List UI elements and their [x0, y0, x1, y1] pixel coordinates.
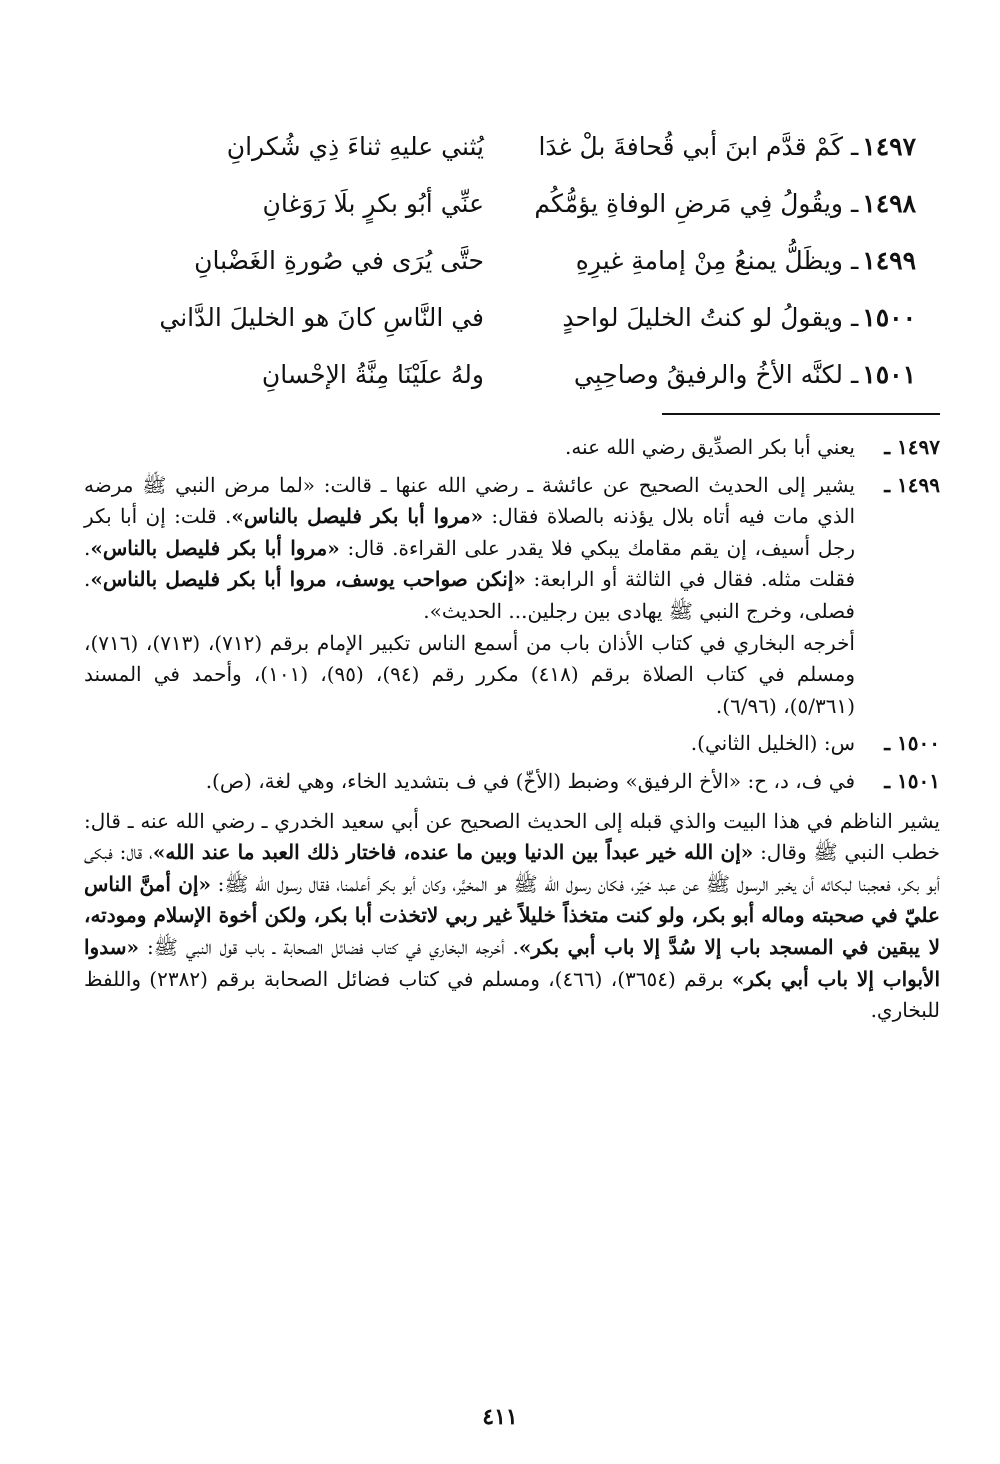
footnote-1501 [84, 766, 940, 798]
text-run: . فقلت مثله. فقال في الثالثة أو الرابعة: [84, 535, 856, 592]
verse-text: ـ ويقُولُ فِي مَرضِ الوفاةِ يؤمُّكُم [534, 188, 859, 218]
text-run: ، قال: فبكى أبو بكر، فعجبنا لبكائه أن يخبر الرسول ﷺ عن عبد خيّر، فكان رسول الله ﷺ هو المخيَّر، وكان أبو بكر أعلمنا، فقال رسول الله ﷺ: [84, 840, 941, 896]
text-run: . أخرجه البخاري في كتاب فضائل الصحابة ـ باب قول النبي ﷺ: [138, 934, 519, 959]
verse-1497 [84, 118, 916, 175]
footnote-1497 [84, 432, 940, 464]
text-run: برقم (٣٦٥٤)، (٤٦٦)، ومسلم في كتاب فضائل الصحابة برقم (٢٣٨٢) واللفظ للبخاري. [84, 966, 940, 1023]
footnote-hadith [84, 470, 855, 628]
verse-first-hemistich [496, 132, 916, 162]
verse-number: ١٤٩٩ [862, 245, 916, 275]
footnote-number: ١٥٠١ ـ [884, 768, 940, 793]
verse-text: ـ كَمْ قدَّم ابنَ أبي قُحافةَ بلْ غدَا [538, 131, 859, 161]
footnote-1500 [84, 728, 940, 760]
verse-1501 [84, 346, 916, 403]
footnote-text: في ف، د، ح: «الأخ الرفيق» وضبط (الأخّ) في ف بتشديد الخاء، وهي لغة، (ص). [205, 768, 855, 793]
text-run: يشير الناظم في هذا البيت والذي قبله إلى الحديث الصحيح عن أبي سعيد الخدري ـ رضي الله عنه ـ قال: خطب النبي ﷺ وقال: [84, 808, 940, 865]
footnote-number: ١٤٩٧ ـ [884, 435, 940, 459]
verse-second-hemistich: حتَّى يُرَى في صُورةِ الغَضْبانِ [194, 245, 484, 275]
verse-second-hemistich: في النَّاسِ كانَ هو الخليلَ الدَّاني [159, 302, 484, 332]
footnote-text [84, 470, 855, 723]
verse-second-hemistich: ولهُ علَيْنَا مِنَّةُ الإحْسانِ [261, 359, 484, 389]
verse-number: ١٤٩٧ [862, 131, 916, 161]
footnotes [84, 432, 940, 1027]
verse-1500 [84, 289, 916, 346]
verse-second-hemistich: يُثني عليهِ ثناءَ ذِي شُكرانِ [226, 131, 484, 161]
verse-second-hemistich: عنِّي أبُو بكرٍ بلَا رَوَغانِ [262, 188, 484, 218]
page-number: ٤١١ [482, 1404, 518, 1430]
footnote-number: ١٥٠٠ ـ [884, 731, 940, 756]
verse-number: ١٥٠٠ [862, 302, 916, 332]
verse-first-hemistich [496, 303, 916, 333]
hadith-quote: «مروا أبا بكر فليصل بالناس» [231, 504, 484, 529]
footnote-text: س: (الخليل الثاني). [690, 731, 855, 756]
verse-number: ١٤٩٨ [862, 188, 916, 218]
verse-1498 [84, 175, 916, 232]
text-run: . فصلى، وخرج النبي ﷺ يهادى بين رجلين... الحديث». [84, 567, 855, 623]
verse-text: ـ لكنَّه الأخُ والرفيقُ وصاحِبِي [573, 359, 859, 389]
footnote-divider [662, 413, 940, 415]
poem-verses [84, 118, 916, 403]
footnote-source: أخرجه البخاري في كتاب الأذان باب من أسمع الناس تكبير الإمام برقم (٧١٢)، (٧١٣)، (٧١٦)، ومسلم في كتاب الصلاة برقم (٤١٨) مكرر رقم (٩٤)، (٩٥)، (١٠١)، وأحمد في المسند (٥/٣٦١)، (٦/٩٦). [84, 630, 855, 718]
hadith-quote: «إنكن صواحب يوسف، مروا أبا بكر فليصل بالناس» [90, 567, 526, 592]
hadith-quote: «إن الله خير عبداً بين الدنيا وبين ما عنده، فاختار ذلك العبد ما عند الله» [152, 840, 754, 865]
text-run: . قلت: إن أبا بكر رجل أسيف، إن يقم مقامك يبكي فلا يقدر على القراءة. قال: [84, 504, 855, 560]
footnote-text: يعني أبا بكر الصدِّيق رضي الله عنه. [564, 435, 855, 459]
hadith-quote: «إن أمنَّ الناس عليّ في صحبته وماله أبو بكر، ولو كنت متخذاً خليلاً غير ربي لاتخذت أبا بكر، ولكن أخوة الإسلام ومودته، لا يبقين في المسجد باب إلا سُدَّ إلا باب أبي بكر» [84, 871, 940, 959]
hadith-quote: «سدوا الأبواب إلا باب أبي بكر» [84, 934, 940, 991]
verse-first-hemistich [496, 246, 916, 276]
verse-1499 [84, 232, 916, 289]
text-run: يشير إلى الحديث الصحيح عن عائشة ـ رضي الله عنها ـ قالت: «لما مرض النبي ﷺ مرضه الذي مات فيه أتاه بلال يؤذنه بالصلاة فقال: [84, 472, 855, 529]
commentary-paragraph [84, 806, 940, 1027]
verse-number: ١٥٠١ [862, 359, 916, 389]
footnote-number: ١٤٩٩ ـ [884, 472, 940, 497]
verse-first-hemistich [496, 189, 916, 219]
verse-first-hemistich [496, 360, 916, 390]
hadith-quote: «مروا أبا بكر فليصل بالناس» [90, 535, 340, 560]
verse-text: ـ ويقولُ لو كنتُ الخليلَ لواحدٍ [562, 302, 859, 332]
footnote-1499 [84, 470, 940, 723]
verse-text: ـ ويظَلُّ يمنعُ مِنْ إمامةِ غيرِهِ [575, 245, 859, 275]
